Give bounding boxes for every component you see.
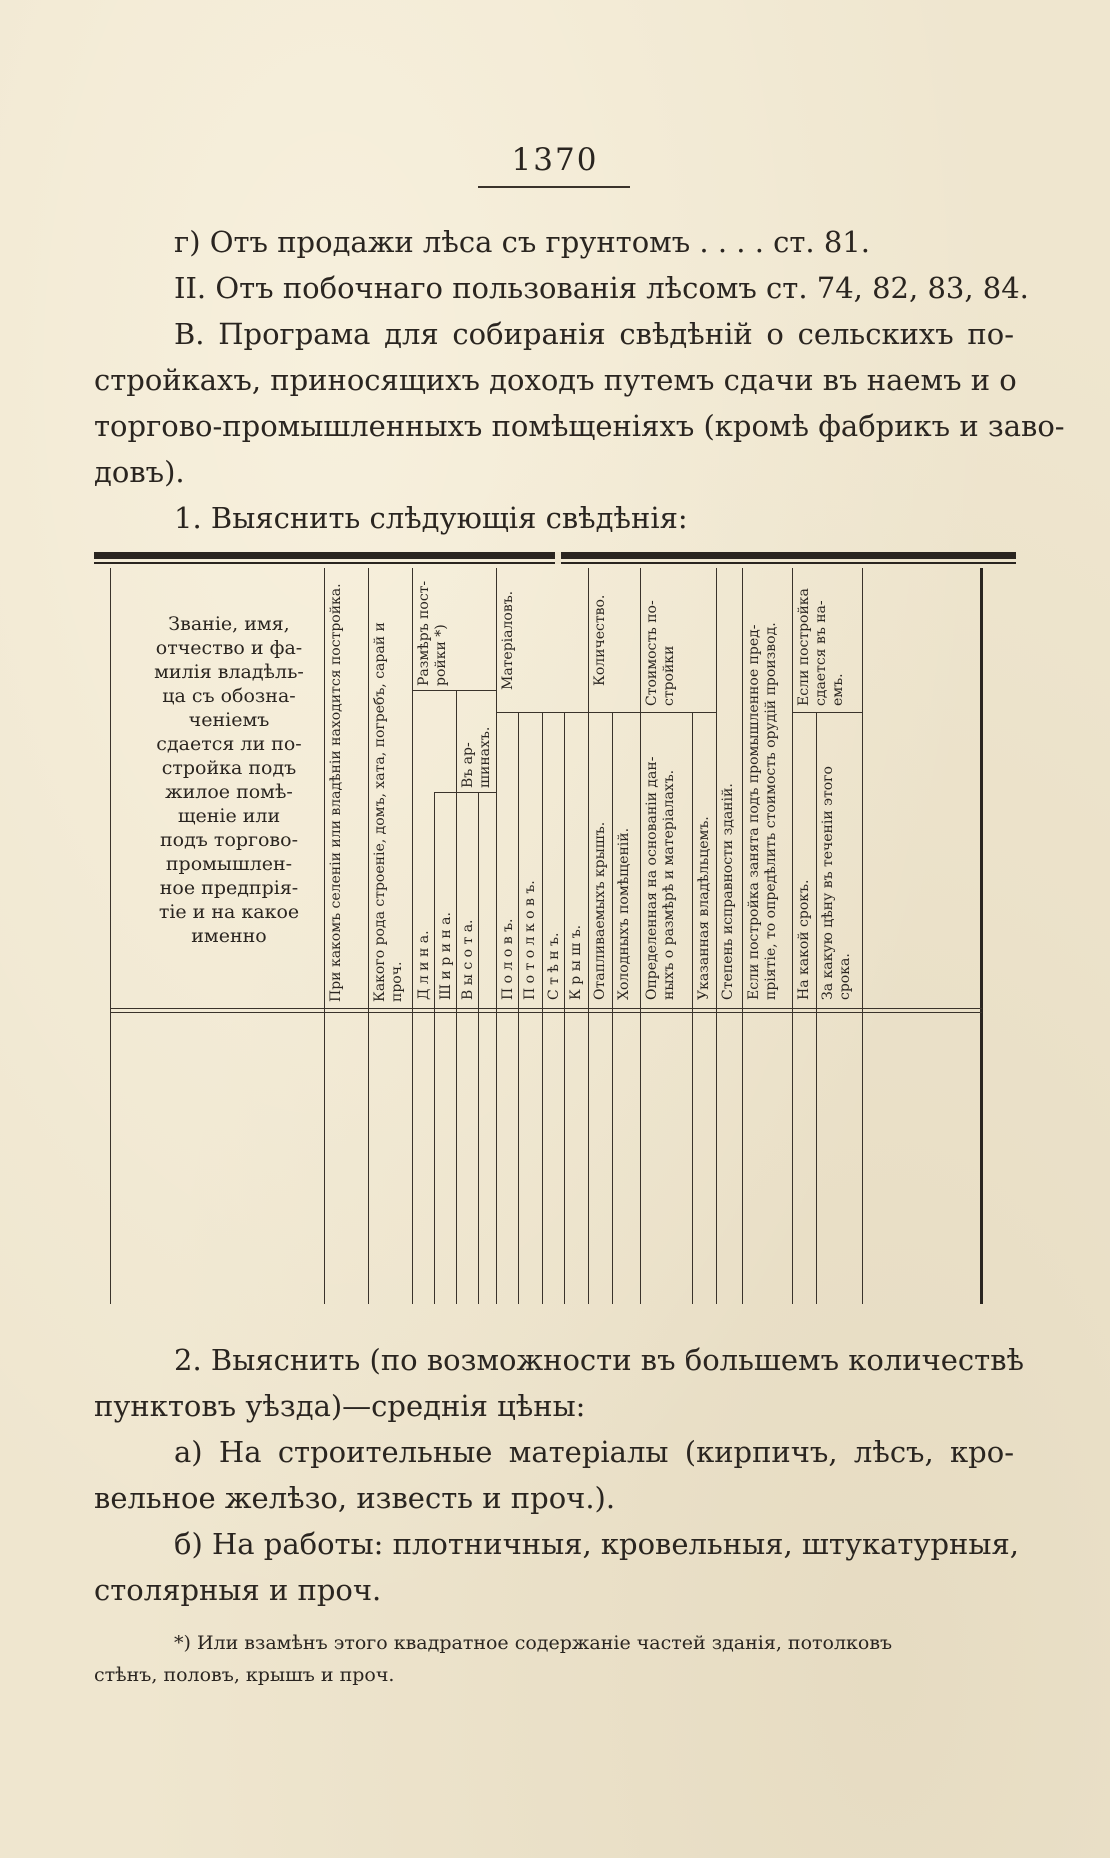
group-size-header: Размѣръ пост-ройки *): [416, 580, 449, 686]
col-divider: [816, 712, 817, 1304]
col-divider: [412, 568, 413, 1304]
page-number: 1370: [511, 142, 599, 178]
group-rule-arshin: [434, 792, 496, 793]
col-length-header: Д л и н а.: [416, 930, 432, 1000]
text-line-ii: II. Отъ побочнаго пользованія лѣсомъ ст. 74, 82, 83, 84.: [174, 271, 1029, 305]
col-industrial-header: Если постройка занята подъ промышленное пред-пріятіе, то опредѣлить стоимость орудій производ.: [746, 622, 779, 1000]
group-rule-quantity: [588, 712, 640, 713]
owner-header-line: отчество и фа-: [155, 637, 303, 659]
col-divider: [588, 568, 589, 1304]
col-divider: [716, 568, 717, 1304]
col-divider: [862, 568, 863, 1304]
group-rule-cost: [640, 712, 716, 713]
col-kind-header: Какого рода строеніе, домъ, хата, погребъ, сарай и проч.: [372, 622, 405, 1002]
col-walls-header: С т ѣ н ъ.: [546, 932, 562, 1000]
group-rent-header: Если постройка сдается въ на-емъ.: [796, 588, 846, 706]
survey-table: [94, 552, 1016, 1304]
col-term-header: На какой срокъ.: [796, 879, 812, 1000]
col-cost-owner-header: Указанная владѣльцемъ.: [696, 816, 712, 1000]
owner-header-line: щеніе или: [177, 805, 281, 827]
col-divider: [434, 792, 435, 1304]
col-ceilings-header: П о т о л к о в ъ.: [522, 880, 538, 1000]
table-right-border: [980, 568, 983, 1304]
owner-header-line: тіе и на какое: [158, 901, 300, 923]
col-price-header: За какую цѣну въ теченіи этого срока.: [820, 766, 853, 1000]
text-line-b-2: стройкахъ, приносящихъ доходъ путемъ сдачи въ наемъ и о: [94, 363, 1017, 397]
col-divider: [324, 568, 325, 1304]
owner-header-line: сдается ли по-: [156, 733, 302, 755]
owner-header-line: милія владѣль-: [154, 661, 304, 683]
text-line-a2: вельное желѣзо, известь и проч.).: [94, 1481, 616, 1515]
text-line-b-4: довъ).: [94, 455, 185, 489]
col-roofs-header: К р ы ш ъ.: [568, 924, 584, 1000]
group-rule-materials: [496, 712, 588, 713]
col-divider: [518, 712, 519, 1304]
col-cost-calc-header: Определенная на основаніи дан-ныхъ о размѣрѣ и матеріалахъ.: [644, 756, 677, 1000]
group-rule-rent: [792, 712, 862, 713]
header-bottom-rule: [110, 1008, 982, 1009]
group-quantity-header: Количество.: [592, 594, 608, 686]
col-divider: [564, 712, 565, 1304]
col-divider: [496, 568, 497, 1304]
col-divider: [368, 568, 369, 1304]
text-line-b-3: торгово-промышленныхъ помѣщеніяхъ (кромѣ фабрикъ и заво-: [94, 409, 1065, 443]
owner-header-line: подъ торгово-: [160, 829, 298, 851]
owner-header-line: ченіемъ: [188, 709, 270, 731]
col-location-header: При какомъ селеніи или владѣніи находится постройка.: [328, 583, 344, 1002]
group-rule-size: [412, 690, 496, 691]
text-line-2b: пунктовъ уѣзда)—среднія цѣны:: [94, 1389, 586, 1423]
col-owner-header: [134, 612, 324, 948]
owner-header-line: жилое помѣ-: [165, 781, 293, 803]
owner-header-line: промышлен-: [165, 853, 293, 875]
owner-header-line: ца съ обозна-: [162, 685, 296, 707]
col-height-header: В ы с о т а.: [460, 919, 476, 1000]
col-divider: [792, 568, 793, 1304]
text-line-b2: столярныя и проч.: [94, 1573, 382, 1607]
owner-header-line: стройка подъ: [161, 757, 297, 779]
group-arshin-header: Въ ар-шинахъ.: [460, 726, 493, 788]
text-line-b: б) На работы: плотничныя, кровельныя, штукатурныя,: [174, 1527, 1019, 1561]
col-condition-header: Степень исправности зданій.: [720, 783, 736, 1000]
text-line-1: 1. Выяснить слѣдующія свѣдѣнія:: [174, 501, 688, 535]
col-divider: [640, 568, 641, 1304]
owner-header-line: Званіе, имя,: [168, 613, 290, 635]
col-divider: [478, 792, 479, 1304]
text-line-a: а) На строительные матеріалы (кирпичъ, лѣсъ, кро-: [174, 1435, 1014, 1469]
col-divider: [456, 690, 457, 1304]
col-cold-header: Холодныхъ помѣщеній.: [616, 827, 632, 1000]
col-width-header: Ш и р и н а.: [438, 912, 454, 1000]
text-line-2: 2. Выяснить (по возможности въ большемъ количествѣ: [174, 1343, 1025, 1377]
col-divider: [692, 712, 693, 1304]
group-materials-header: Матеріаловъ.: [500, 590, 516, 690]
table-left-border: [110, 568, 111, 1304]
col-divider: [542, 712, 543, 1304]
col-floors-header: П о л о в ъ.: [500, 918, 516, 1000]
col-divider: [612, 712, 613, 1304]
group-cost-header: Стоимость по-стройки: [644, 600, 677, 706]
owner-header-line: именно: [191, 925, 267, 947]
footnote-line-1: *) Или взамѣнъ этого квадратное содержаніе частей зданія, потолковъ: [174, 1632, 893, 1654]
text-line-b-heading: B. Програма для собиранія свѣдѣній о сельскихъ по-: [174, 317, 1014, 351]
col-heated-header: Отапливаемыхъ крышъ.: [592, 821, 608, 1000]
text-line-g: г) Отъ продажи лѣса съ грунтомъ . . . . ст. 81.: [174, 225, 870, 259]
footnote-line-2: стѣнъ, половъ, крышъ и проч.: [94, 1664, 395, 1686]
owner-header-line: ное предпрія-: [159, 877, 299, 899]
table-top-rule-gap: [555, 552, 561, 564]
page-number-rule: [478, 186, 630, 188]
header-bottom-rule-2: [110, 1012, 982, 1013]
col-divider: [742, 568, 743, 1304]
